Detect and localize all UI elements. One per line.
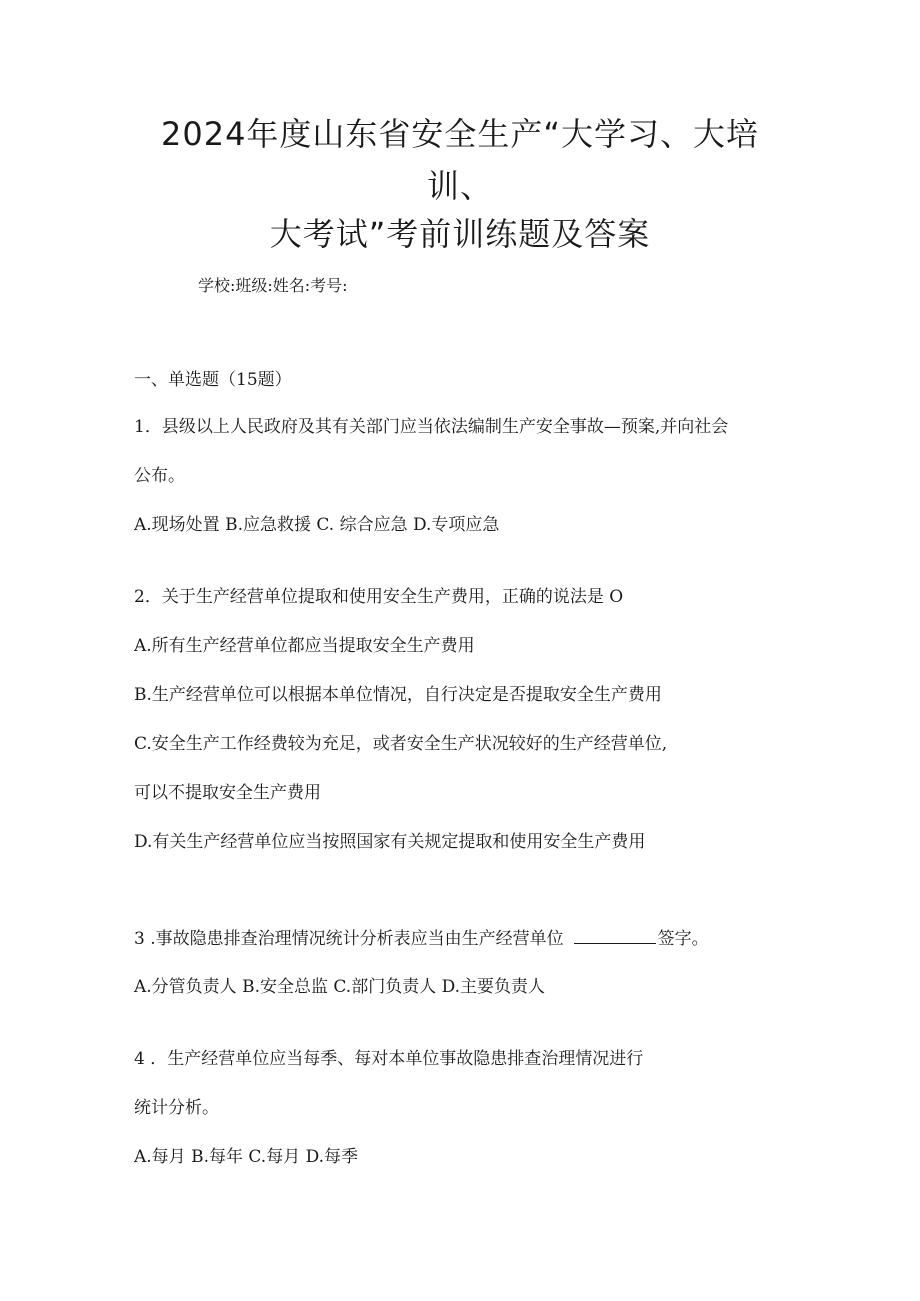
student-info-line: 学校:班级:姓名:考号:: [198, 276, 348, 295]
question-3-stem-after: 签字。: [657, 929, 709, 949]
document-title-line-2: 训、: [426, 167, 493, 205]
question-3-stem: [134, 926, 709, 951]
question-1-options: A.现场处置 B.应急救援 C. 综合应急 D.专项应急: [134, 515, 500, 535]
answer-blank: [574, 926, 656, 944]
question-4-stem-line-1: 4 ．生产经营单位应当每季、每对本单位事故隐患排查治理情况进行: [134, 1049, 644, 1069]
question-1-stem-line-2: 公布。: [134, 466, 185, 486]
section-heading: 一、单选题（15题）: [134, 370, 292, 390]
document-title-line-1: 2024年度山东省安全生产“大学习、大培: [160, 115, 760, 153]
question-2-option-d: D.有关生产经营单位应当按照国家有关规定提取和使用安全生产费用: [134, 832, 646, 852]
question-2-option-c-line-2: 可以不提取安全生产费用: [134, 783, 321, 803]
question-1-stem-line-1: 1．县级以上人民政府及其有关部门应当依法编制生产安全事故—预案,并向社会: [134, 417, 729, 437]
question-3-options: A.分管负责人 B.安全总监 C.部门负责人 D.主要负责人: [134, 977, 546, 997]
question-2-option-b: B.生产经营单位可以根据本单位情况，自行决定是否提取安全生产费用: [134, 685, 662, 705]
question-3-stem-before: 3 .事故隐患排查治理情况统计分析表应当由生产经营单位: [134, 929, 564, 949]
question-2-option-a: A.所有生产经营单位都应当提取安全生产费用: [134, 636, 475, 656]
question-2-option-c-line-1: C.安全生产工作经费较为充足，或者安全生产状况较好的生产经营单位,: [134, 734, 668, 754]
document-title-line-3: 大考试”考前训练题及答案: [269, 215, 651, 253]
question-4-options: A.每月 B.每年 C.每月 D.每季: [134, 1147, 359, 1167]
question-2-stem: 2．关于生产经营单位提取和使用安全生产费用，正确的说法是 O: [134, 587, 624, 607]
question-4-stem-line-2: 统计分析。: [134, 1098, 219, 1118]
